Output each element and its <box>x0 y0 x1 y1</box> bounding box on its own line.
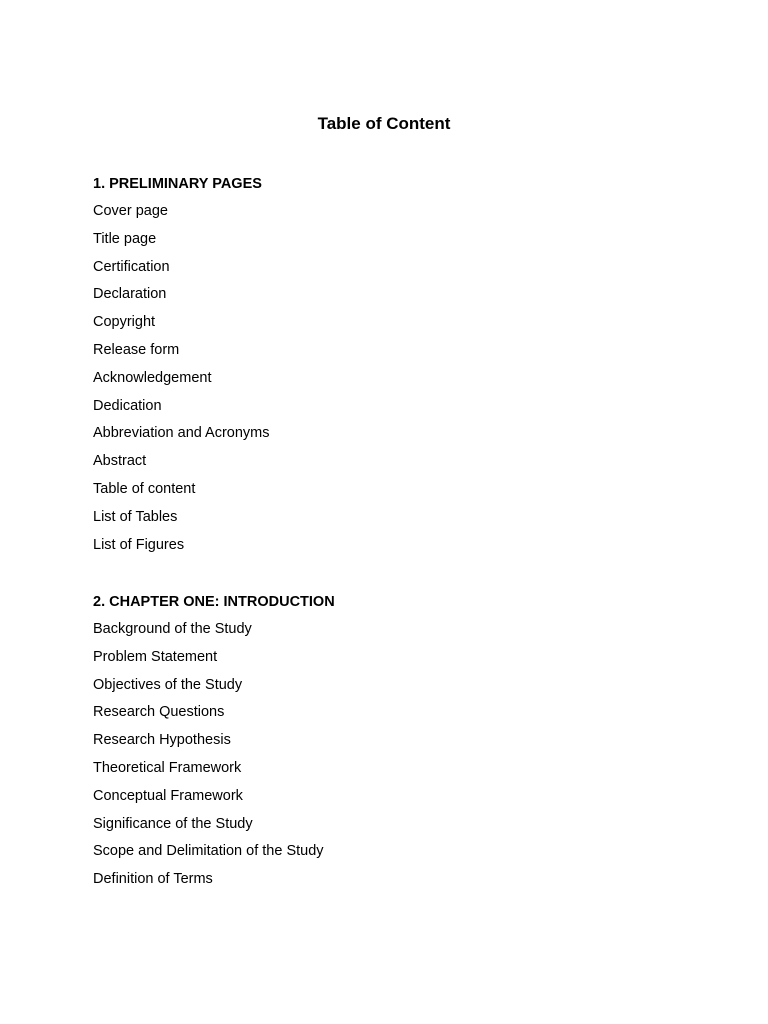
list-item: Acknowledgement <box>93 369 212 386</box>
list-item: Definition of Terms <box>93 871 213 888</box>
list-item: Title page <box>93 230 157 247</box>
section-chapter-one <box>93 593 693 898</box>
list-item: Copyright <box>93 314 156 331</box>
list-item: Objectives of the Study <box>93 676 243 693</box>
section-heading: 1. PRELIMINARY PAGES <box>93 176 262 192</box>
page-title: Table of Content <box>317 114 451 133</box>
list-item: Table of content <box>93 480 196 497</box>
list-item: List of Figures <box>93 536 185 553</box>
list-item: Theoretical Framework <box>93 759 242 776</box>
list-item: Background of the Study <box>93 621 252 637</box>
list-item: Declaration <box>93 286 167 303</box>
list-item: Research Questions <box>93 704 225 721</box>
list-item: Significance of the Study <box>93 815 253 832</box>
section-preliminary-pages <box>93 175 693 563</box>
list-item: Conceptual Framework <box>93 787 243 804</box>
list-item: Abbreviation and Acronyms <box>93 425 270 442</box>
list-item: Abstract <box>93 453 147 470</box>
entry-list <box>93 620 693 898</box>
entry-list <box>93 202 693 563</box>
list-item: Research Hypothesis <box>93 732 231 749</box>
list-item: Scope and Delimitation of the Study <box>93 843 324 860</box>
list-item: Release form <box>93 341 180 358</box>
list-item: Problem Statement <box>93 648 218 665</box>
section-heading: 2. CHAPTER ONE: INTRODUCTION <box>93 594 335 610</box>
list-item: List of Tables <box>93 508 178 525</box>
list-item: Certification <box>93 258 170 275</box>
list-item: Cover page <box>93 203 168 219</box>
list-item: Dedication <box>93 397 162 414</box>
